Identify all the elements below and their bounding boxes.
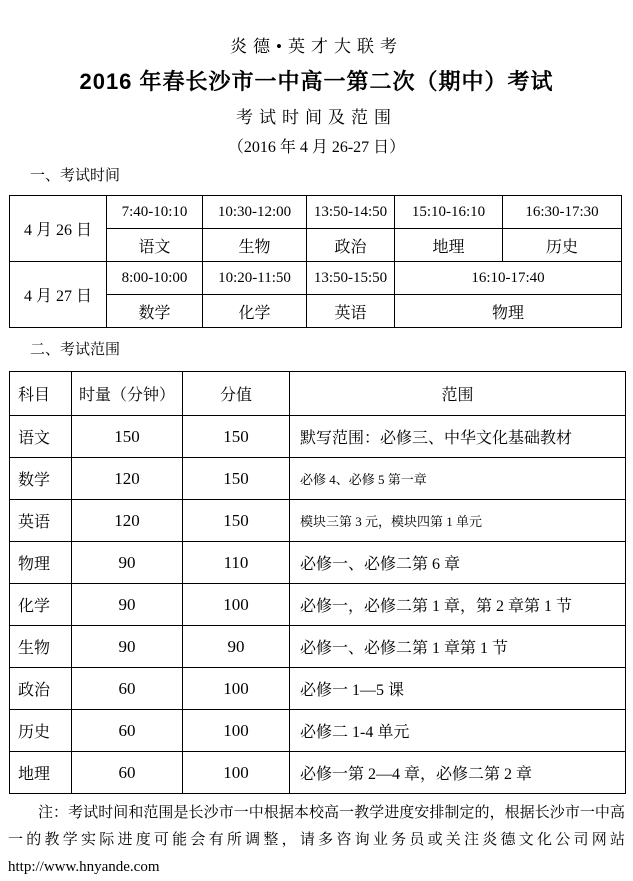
column-header-range: 范围 xyxy=(290,372,626,416)
subject-cell: 历史 xyxy=(10,710,72,752)
subject-cell: 地理 xyxy=(10,752,72,794)
table-row xyxy=(10,196,622,229)
range-cell: 必修一 1—5 课 xyxy=(290,668,626,710)
subject-cell: 物理 xyxy=(395,295,622,328)
subject-cell: 英语 xyxy=(10,500,72,542)
subject-cell: 物理 xyxy=(10,542,72,584)
table-row xyxy=(10,668,626,710)
table-row xyxy=(10,262,622,295)
subject-cell: 化学 xyxy=(203,295,307,328)
column-header-points: 分值 xyxy=(183,372,290,416)
time-cell: 13:50-15:50 xyxy=(307,262,395,295)
minutes-cell: 90 xyxy=(72,626,183,668)
points-cell: 100 xyxy=(183,668,290,710)
table-row xyxy=(10,416,626,458)
time-cell: 16:30-17:30 xyxy=(503,196,622,229)
time-cell: 13:50-14:50 xyxy=(307,196,395,229)
subject-cell: 生物 xyxy=(10,626,72,668)
table-row xyxy=(10,458,626,500)
range-cell: 必修一，必修二第 1 章，第 2 章第 1 节 xyxy=(290,584,626,626)
date-cell: 4 月 27 日 xyxy=(10,262,107,328)
points-cell: 150 xyxy=(183,458,290,500)
subject-cell: 政治 xyxy=(307,229,395,262)
minutes-cell: 60 xyxy=(72,752,183,794)
subject-cell: 数学 xyxy=(107,295,203,328)
time-cell: 7:40-10:10 xyxy=(107,196,203,229)
range-cell: 必修一第 2—4 章，必修二第 2 章 xyxy=(290,752,626,794)
range-cell: 必修一、必修二第 6 章 xyxy=(290,542,626,584)
table-row xyxy=(10,710,626,752)
range-cell: 模块三第 3 元，模块四第 1 单元 xyxy=(290,500,626,542)
table-row xyxy=(10,500,626,542)
points-cell: 150 xyxy=(183,416,290,458)
subject-cell: 历史 xyxy=(503,229,622,262)
time-cell: 10:20-11:50 xyxy=(203,262,307,295)
table-row xyxy=(10,626,626,668)
range-cell: 必修二 1-4 单元 xyxy=(290,710,626,752)
minutes-cell: 90 xyxy=(72,542,183,584)
column-header-subject: 科目 xyxy=(10,372,72,416)
minutes-cell: 60 xyxy=(72,668,183,710)
footer-note xyxy=(8,800,625,881)
points-cell: 100 xyxy=(183,710,290,752)
subject-cell: 语文 xyxy=(10,416,72,458)
range-cell: 必修一、必修二第 1 章第 1 节 xyxy=(290,626,626,668)
subject-cell: 英语 xyxy=(307,295,395,328)
time-cell: 15:10-16:10 xyxy=(395,196,503,229)
document-subtitle: 考试时间及范围 xyxy=(236,108,397,127)
minutes-cell: 60 xyxy=(72,710,183,752)
subject-cell: 地理 xyxy=(395,229,503,262)
subject-cell: 化学 xyxy=(10,584,72,626)
subject-cell: 语文 xyxy=(107,229,203,262)
minutes-cell: 120 xyxy=(72,458,183,500)
points-cell: 90 xyxy=(183,626,290,668)
minutes-cell: 150 xyxy=(72,416,183,458)
footer-note-text: 注：考试时间和范围是长沙市一中根据本校高一教学进度安排制定的，根据长沙市一中高一的教学实际进度可能会有所调整，请多咨询业务员或关注炎德文化公司网站 xyxy=(8,805,625,848)
section-heading-exam-scope: 二、考试范围 xyxy=(30,341,121,358)
table-row xyxy=(10,752,626,794)
points-cell: 110 xyxy=(183,542,290,584)
range-cell: 必修 4、必修 5 第一章 xyxy=(290,458,626,500)
time-cell: 8:00-10:00 xyxy=(107,262,203,295)
table-header-row xyxy=(10,372,626,416)
subject-cell: 生物 xyxy=(203,229,307,262)
points-cell: 150 xyxy=(183,500,290,542)
section-heading-exam-time: 一、考试时间 xyxy=(30,167,121,184)
table-row xyxy=(10,584,626,626)
points-cell: 100 xyxy=(183,752,290,794)
points-cell: 100 xyxy=(183,584,290,626)
table-row xyxy=(10,542,626,584)
subject-cell: 数学 xyxy=(10,458,72,500)
column-header-minutes: 时量（分钟） xyxy=(72,372,183,416)
subject-cell: 政治 xyxy=(10,668,72,710)
exam-schedule-table xyxy=(9,195,622,328)
org-title: 炎德•英才大联考 xyxy=(230,37,403,56)
time-cell: 16:10-17:40 xyxy=(395,262,622,295)
exam-date-range: （2016 年 4 月 26-27 日） xyxy=(227,139,406,156)
range-cell: 默写范围：必修三、中华文化基础教材 xyxy=(290,416,626,458)
exam-scope-table xyxy=(9,371,626,794)
page-title: 2016 年春长沙市一中高一第二次（期中）考试 xyxy=(79,69,554,94)
date-cell: 4 月 26 日 xyxy=(10,196,107,262)
minutes-cell: 90 xyxy=(72,584,183,626)
minutes-cell: 120 xyxy=(72,500,183,542)
time-cell: 10:30-12:00 xyxy=(203,196,307,229)
footer-note-url: http://www.hnyande.com xyxy=(8,859,160,875)
